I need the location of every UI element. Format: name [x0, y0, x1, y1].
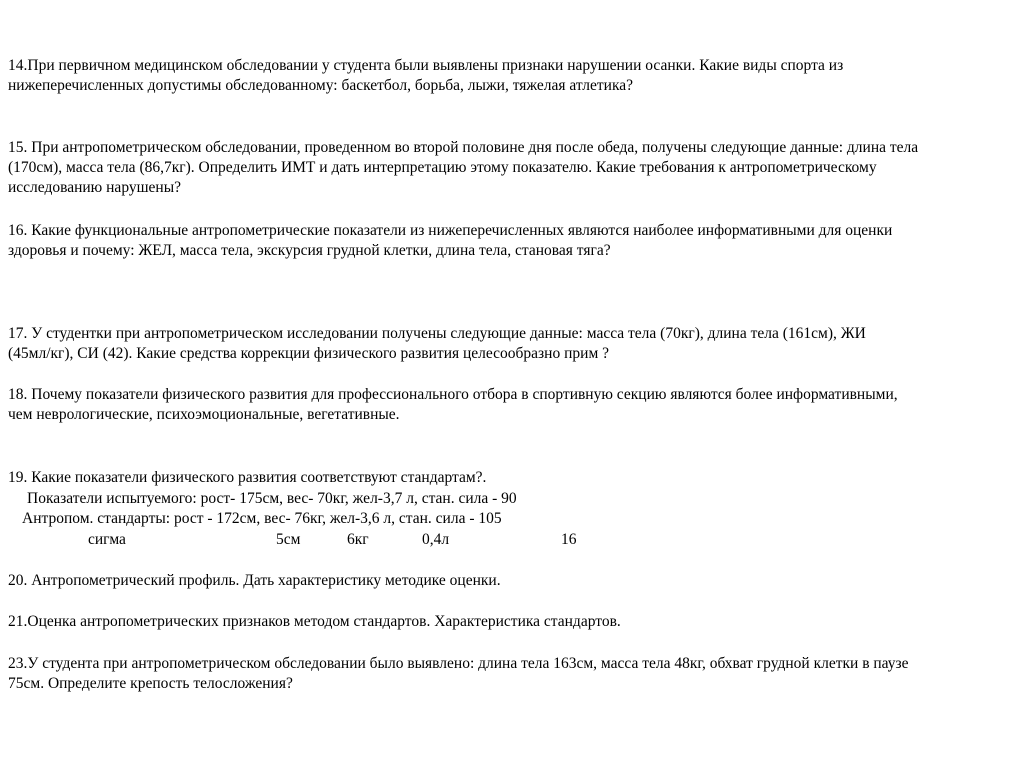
question-15: [8, 138, 1018, 198]
question-17-line-2: (45мл/кг), СИ (42). Какие средства коррекции физического развития целесообразно прим ?: [8, 345, 610, 362]
question-17-line-1: 17. У студентки при антропометрическом исследовании получены следующие данные: масса тела (70кг), длина тела (161см), ЖИ: [8, 325, 866, 342]
question-18-line-2: чем неврологические, психоэмоциональные, вегетативные.: [8, 406, 400, 423]
sigma-weight: 6кг: [347, 531, 369, 548]
question-18: [8, 385, 1018, 425]
question-17: [8, 324, 1018, 364]
question-14-line-2: нижеперечисленных допустимы обследованному: баскетбол, борьба, лыжи, тяжелая атлетика?: [8, 77, 634, 94]
question-19-line-1: 19. Какие показатели физического развития соответствуют стандартам?.: [8, 469, 487, 486]
question-15-line-3: исследованию нарушены?: [8, 179, 182, 196]
question-23-line-1: 23.У студента при антропометрическом обследовании было выявлено: длина тела 163см, масса тела 48кг, обхват грудной клетки в паузе: [8, 655, 909, 672]
question-16-line-1: 16. Какие функциональные антропометрические показатели из нижеперечисленных являются наиболее информативными для оценки: [8, 222, 893, 239]
standards-row: Антропом. стандарты: рост - 172см, вес- 76кг, жел-3,6 л, стан. сила - 105: [22, 510, 502, 527]
question-18-line-1: 18. Почему показатели физического развития для профессионального отбора в спортивную секцию являются более информативными,: [8, 386, 898, 403]
question-15-line-2: (170см), масса тела (86,7кг). Определить ИМТ и дать интерпретацию этому показателю. Какие требования к антропометрическому: [8, 159, 877, 176]
question-20: [8, 571, 1018, 591]
sigma-strength: 16: [561, 531, 577, 548]
question-16: [8, 221, 1018, 261]
question-21: [8, 612, 1018, 632]
question-23-line-2: 75см. Определите крепость телосложения?: [8, 675, 293, 692]
question-21-line-1: 21.Оценка антропометрических признаков методом стандартов. Характеристика стандартов.: [8, 613, 621, 630]
question-14: [8, 56, 1018, 96]
question-15-line-1: 15. При антропометрическом обследовании, проведенном во второй половине дня после обеда, получены следующие данные: длина тела: [8, 139, 919, 156]
question-20-line-1: 20. Антропометрический профиль. Дать характеристику методике оценки.: [8, 572, 501, 589]
question-23: [8, 654, 1018, 694]
question-14-line-1: 14.При первичном медицинском обследовании у студента были выявлены признаки нарушении осанки. Какие виды спорта из: [8, 57, 844, 74]
sigma-height: 5см: [276, 531, 301, 548]
sigma-vital-capacity: 0,4л: [422, 531, 450, 548]
subject-values-row: Показатели испытуемого: рост- 175см, вес- 70кг, жел-3,7 л, стан. сила - 90: [27, 490, 517, 507]
sigma-label: сигма: [88, 531, 126, 548]
question-19: [8, 468, 1018, 488]
question-16-line-2: здоровья и почему: ЖЕЛ, масса тела, экскурсия грудной клетки, длина тела, становая тяга?: [8, 242, 611, 259]
